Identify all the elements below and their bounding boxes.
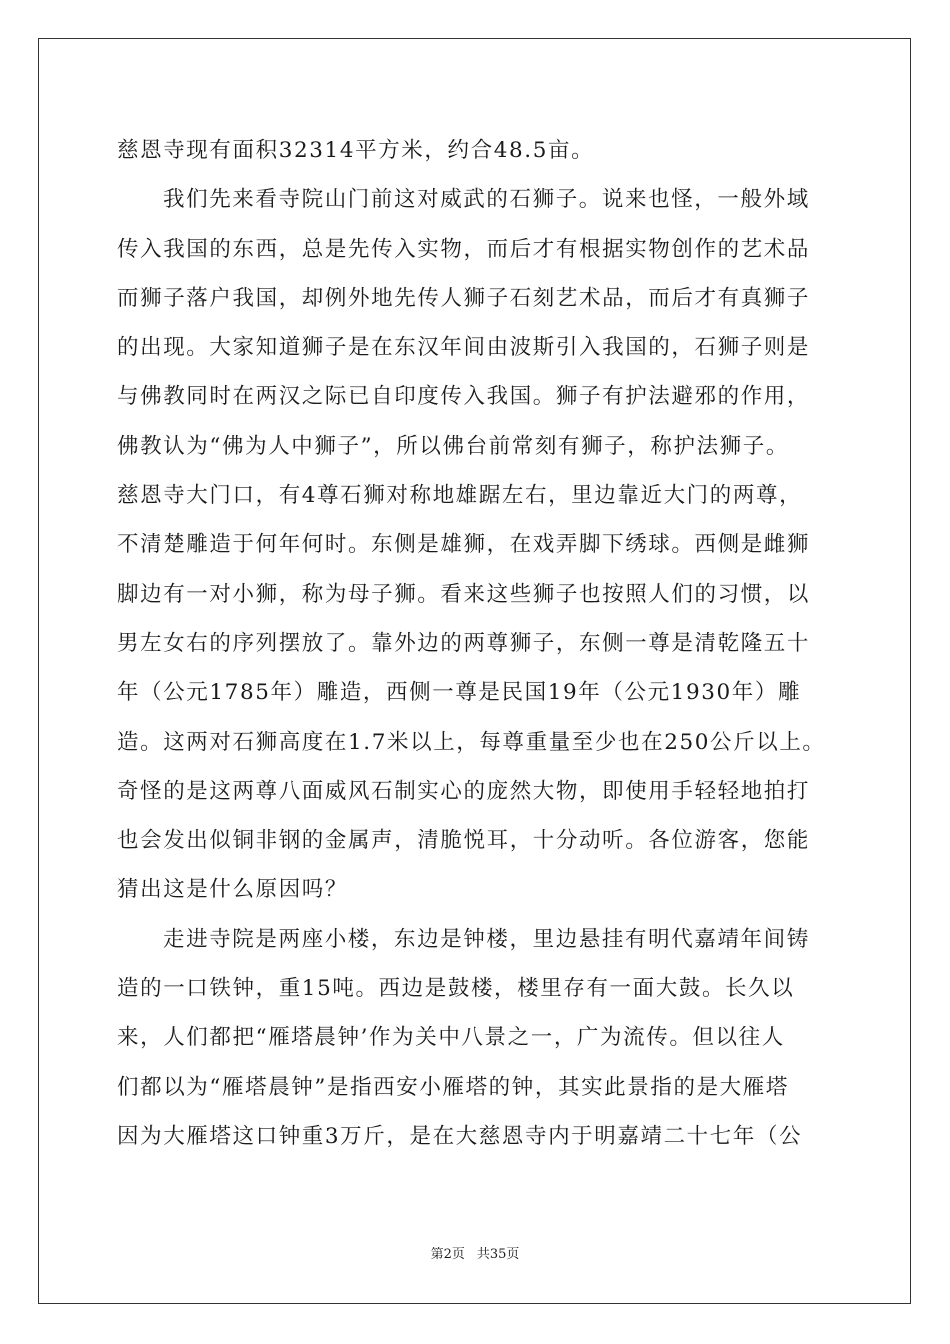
text-line: 不清楚雕造于何年何时。东侧是雄狮，在戏弄脚下绣球。西侧是雌狮 xyxy=(117,532,811,558)
text-line: 造的一口铁钟，重15吨。西边是鼓楼，楼里存有一面大鼓。长久以 xyxy=(117,976,795,1002)
text-line: 造。这两对石狮高度在1.7米以上，每尊重量至少也在250公斤以上。 xyxy=(117,729,826,755)
text-line: 而狮子落户我国，却例外地先传人狮子石刻艺术品，而后才有真狮子 xyxy=(117,285,811,311)
text-line: 来，人们都把“雁塔晨钟’作为关中八景之一，广为流传。但以往人 xyxy=(117,1025,785,1051)
text-line: 传入我国的东西，总是先传入实物，而后才有根据实物创作的艺术品 xyxy=(117,236,811,262)
text-line: 猜出这是什么原因吗？ xyxy=(117,877,349,903)
document-body xyxy=(117,126,842,1161)
page-number: 第2页 xyxy=(430,1247,465,1262)
text-line: 因为大雁塔这口钟重3万斤，是在大慈恩寺内于明嘉靖二十七年（公 xyxy=(117,1123,803,1149)
text-line: 佛教认为“佛为人中狮子”，所以佛台前常刻有狮子，称护法狮子。 xyxy=(117,433,789,459)
text-line: 走进寺院是两座小楼，东边是钟楼，里边悬挂有明代嘉靖年间铸 xyxy=(163,926,810,952)
text-line: 脚边有一对小狮，称为母子狮。看来这些狮子也按照人们的习惯，以 xyxy=(117,581,811,607)
page-footer xyxy=(0,1243,950,1262)
text-line: 的出现。大家知道狮子是在东汉年间由波斯引入我国的，石狮子则是 xyxy=(117,335,811,361)
total-pages: 共35页 xyxy=(476,1247,520,1262)
text-line: 男左女右的序列摆放了。靠外边的两尊狮子，东侧一尊是清乾隆五十 xyxy=(117,630,811,656)
text-line: 慈恩寺大门口，有4尊石狮对称地雄踞左右，里边靠近大门的两尊， xyxy=(117,483,803,509)
text-line: 奇怪的是这两尊八面威风石制实心的庞然大物，即使用手轻轻地拍打 xyxy=(117,778,811,804)
text-line: 年（公元1785年）雕造，西侧一尊是民国19年（公元1930年）雕 xyxy=(117,680,802,706)
text-line: 也会发出似铜非钢的金属声，清脆悦耳，十分动听。各位游客，您能 xyxy=(117,828,811,854)
text-line: 与佛教同时在两汉之际已自印度传入我国。狮子有护法避邪的作用， xyxy=(117,384,811,410)
text-line: 我们先来看寺院山门前这对威武的石狮子。说来也怪，一般外域 xyxy=(163,187,810,213)
text-line: 们都以为“雁塔晨钟”是指西安小雁塔的钟，其实此景指的是大雁塔 xyxy=(117,1074,789,1100)
text-line: 慈恩寺现有面积32314平方米，约合48.5亩。 xyxy=(117,138,595,163)
